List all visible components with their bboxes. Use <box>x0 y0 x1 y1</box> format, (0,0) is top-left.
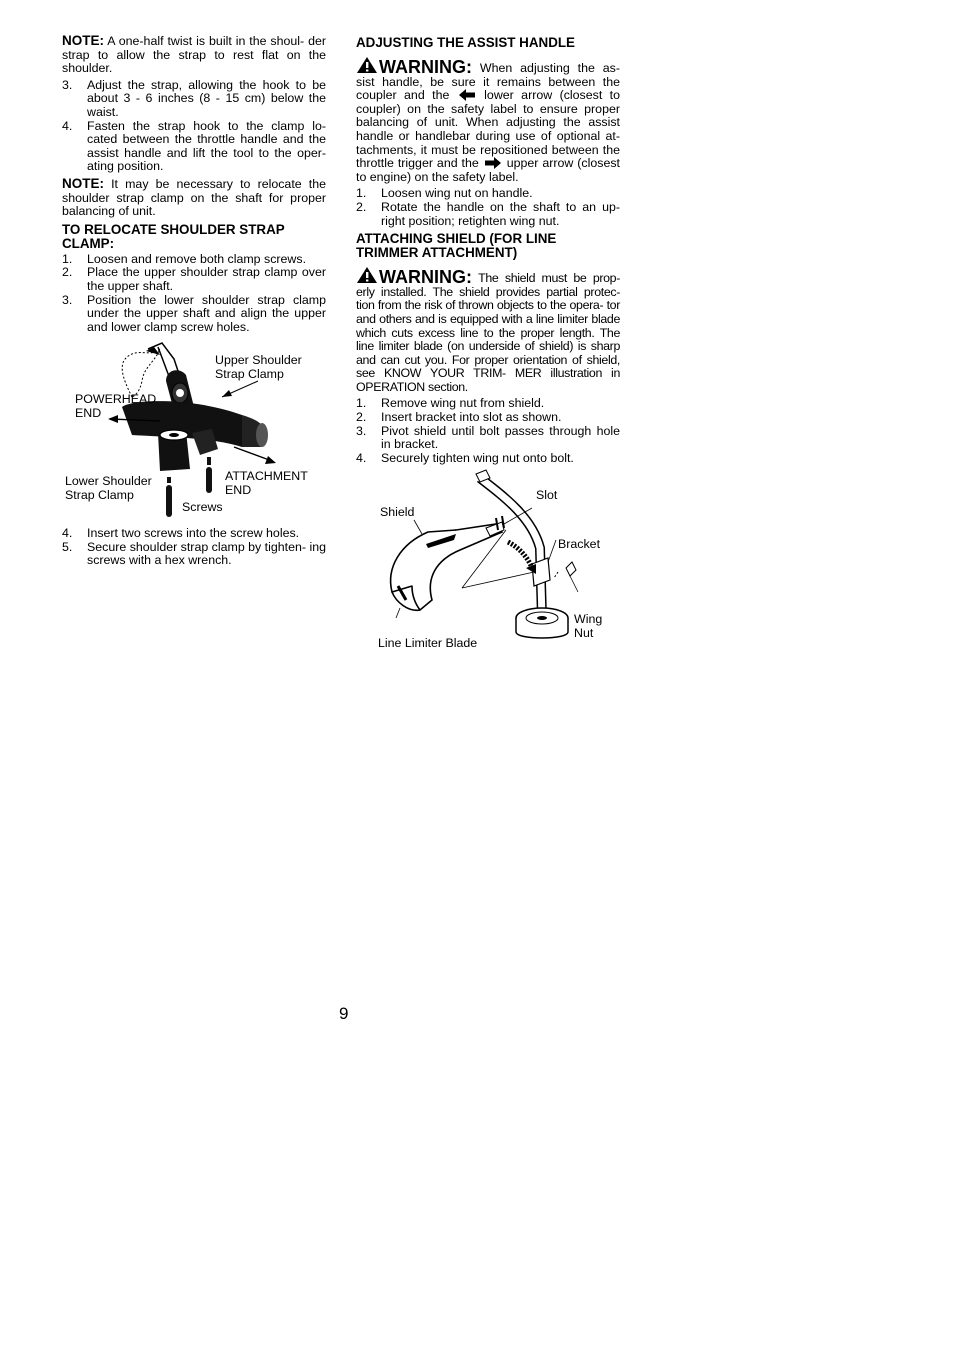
list-item-number: 2. <box>356 199 367 214</box>
note-1-text: A one-half twist is built in the shoul- der strap to allow the strap to rest flat on the shoulder. <box>62 34 326 76</box>
note-2 <box>62 177 326 219</box>
list-item-number: 4. <box>356 450 367 465</box>
list-item-number: 4. <box>62 118 73 133</box>
list-item-number: 2. <box>62 265 73 280</box>
list-item <box>356 411 620 425</box>
list-item <box>356 187 620 201</box>
list-item-number: 1. <box>356 396 367 411</box>
list-item-text: Loosen wing nut on handle. <box>381 186 533 201</box>
list-item-number: 1. <box>62 251 73 266</box>
steps-list-c <box>62 527 326 568</box>
steps-list-d <box>356 187 620 228</box>
list-item-text: Securely tighten wing nut onto bolt. <box>381 450 574 465</box>
relocate-heading: TO RELOCATE SHOULDER STRAP CLAMP: <box>62 221 285 251</box>
attaching-shield-heading: ATTACHING SHIELD (FOR LINE TRIMMER ATTACHMENT) <box>356 231 557 261</box>
wing-nut-label-1: Wing <box>574 612 603 627</box>
list-item-number: 3. <box>62 292 73 307</box>
left-column <box>62 34 326 571</box>
shield-figure <box>356 468 620 654</box>
list-item-number: 3. <box>356 423 367 438</box>
warning-1-label: WARNING: <box>379 57 472 77</box>
powerhead-label-2: END <box>75 406 102 421</box>
steps-list-e <box>356 397 620 465</box>
steps-list-a <box>62 79 326 174</box>
list-item-text: Remove wing nut from shield. <box>381 396 545 411</box>
warning-triangle-icon <box>356 56 378 74</box>
list-item <box>62 253 326 267</box>
lower-clamp-label-1: Lower Shoulder <box>65 474 152 489</box>
list-item <box>356 201 620 228</box>
note-1 <box>62 34 326 76</box>
warning-2-label: WARNING: <box>379 267 472 288</box>
list-item <box>356 425 620 452</box>
list-item-number: 2. <box>356 410 367 425</box>
line-limiter-blade-label: Line Limiter Blade <box>378 636 478 651</box>
shield-label: Shield <box>380 505 415 520</box>
left-arrow-icon <box>459 89 475 101</box>
list-item <box>356 397 620 411</box>
list-item-text: Secure shoulder strap clamp by tighten- ing screws with a hex wrench. <box>87 539 326 568</box>
list-item-number: 3. <box>62 77 73 92</box>
warning-2-text: The shield must be prop- erly installed. The shield provides partial protec- tion from the risk of thrown objects to the opera- tor and others and is equipped with a line limiter blade which cuts excess line to the proper length. The line limiter blade (on underside of shield) is sharp and can cut you. For proper orientation of shield, see KNOW YOUR TRIM- MER illustration in OPERATION section. <box>356 271 620 394</box>
slot-label: Slot <box>536 488 558 503</box>
upper-clamp-label-2: Strap Clamp <box>215 367 284 382</box>
list-item-text: Pivot shield until bolt passes through hole in bracket. <box>381 423 620 452</box>
list-item-text: Loosen and remove both clamp screws. <box>87 251 307 266</box>
note-1-label: NOTE: <box>62 33 104 48</box>
list-item-number: 4. <box>62 526 73 541</box>
list-item <box>62 294 326 335</box>
list-item-text: Insert two screws into the screw holes. <box>87 526 300 541</box>
list-item <box>356 452 620 466</box>
right-arrow-icon <box>485 157 501 169</box>
lower-clamp-label-2: Strap Clamp <box>65 488 134 503</box>
warning-1 <box>356 56 620 184</box>
upper-clamp-label-1: Upper Shoulder <box>215 353 302 368</box>
page-number: 9 <box>339 1004 349 1023</box>
warning-1-text-b: lower arrow (closest to coupler) on the safety label to ensure proper balancing of unit. When adjusting the assist handle or handlebar during use of optional at- tachments, it must be repositioned between the throttle trigger and the <box>356 88 620 171</box>
list-item <box>62 120 326 174</box>
warning-triangle-icon <box>356 266 378 284</box>
list-item-text: Insert bracket into slot as shown. <box>381 410 562 425</box>
attachment-label-1: ATTACHMENT <box>225 469 308 484</box>
warning-1-text-a: When adjusting the as- sist handle, be sure it remains between the coupler and the <box>356 61 620 103</box>
shoulder-strap-clamp-figure <box>62 337 326 527</box>
warning-1-text-c: upper arrow (closest to engine) on the safety label. <box>356 156 620 184</box>
list-item-text: Rotate the handle on the shaft to an up- right position; retighten wing nut. <box>381 199 620 228</box>
list-item-number: 1. <box>356 186 367 201</box>
list-item <box>62 541 326 568</box>
list-item <box>62 266 326 293</box>
list-item-text: Position the lower shoulder strap clamp under the upper shaft and align the upper and lower clamp screw holes. <box>87 292 326 334</box>
list-item-text: Fasten the strap hook to the clamp lo- cated between the throttle handle and the assist handle and lift the tool to the oper- ating position. <box>87 118 326 174</box>
attachment-label-2: END <box>225 483 252 498</box>
warning-2 <box>356 266 620 394</box>
steps-list-b <box>62 253 326 335</box>
bracket-label: Bracket <box>558 537 601 552</box>
list-item-text: Adjust the strap, allowing the hook to be about 3 - 6 inches (8 - 15 cm) below the waist. <box>87 77 326 119</box>
list-item <box>62 79 326 120</box>
right-column <box>356 34 620 654</box>
note-2-text: It may be necessary to relocate the shoulder strap clamp on the shaft for proper balancing of unit. <box>62 176 326 219</box>
assist-handle-heading: ADJUSTING THE ASSIST HANDLE <box>356 35 575 50</box>
list-item <box>62 527 326 541</box>
screws-label: Screws <box>182 500 223 515</box>
list-item-number: 5. <box>62 539 73 554</box>
note-2-label: NOTE: <box>62 175 104 191</box>
list-item-text: Place the upper shoulder strap clamp over the upper shaft. <box>87 265 326 293</box>
powerhead-label-1: POWERHEAD <box>75 392 157 407</box>
wing-nut-label-2: Nut <box>574 626 594 641</box>
